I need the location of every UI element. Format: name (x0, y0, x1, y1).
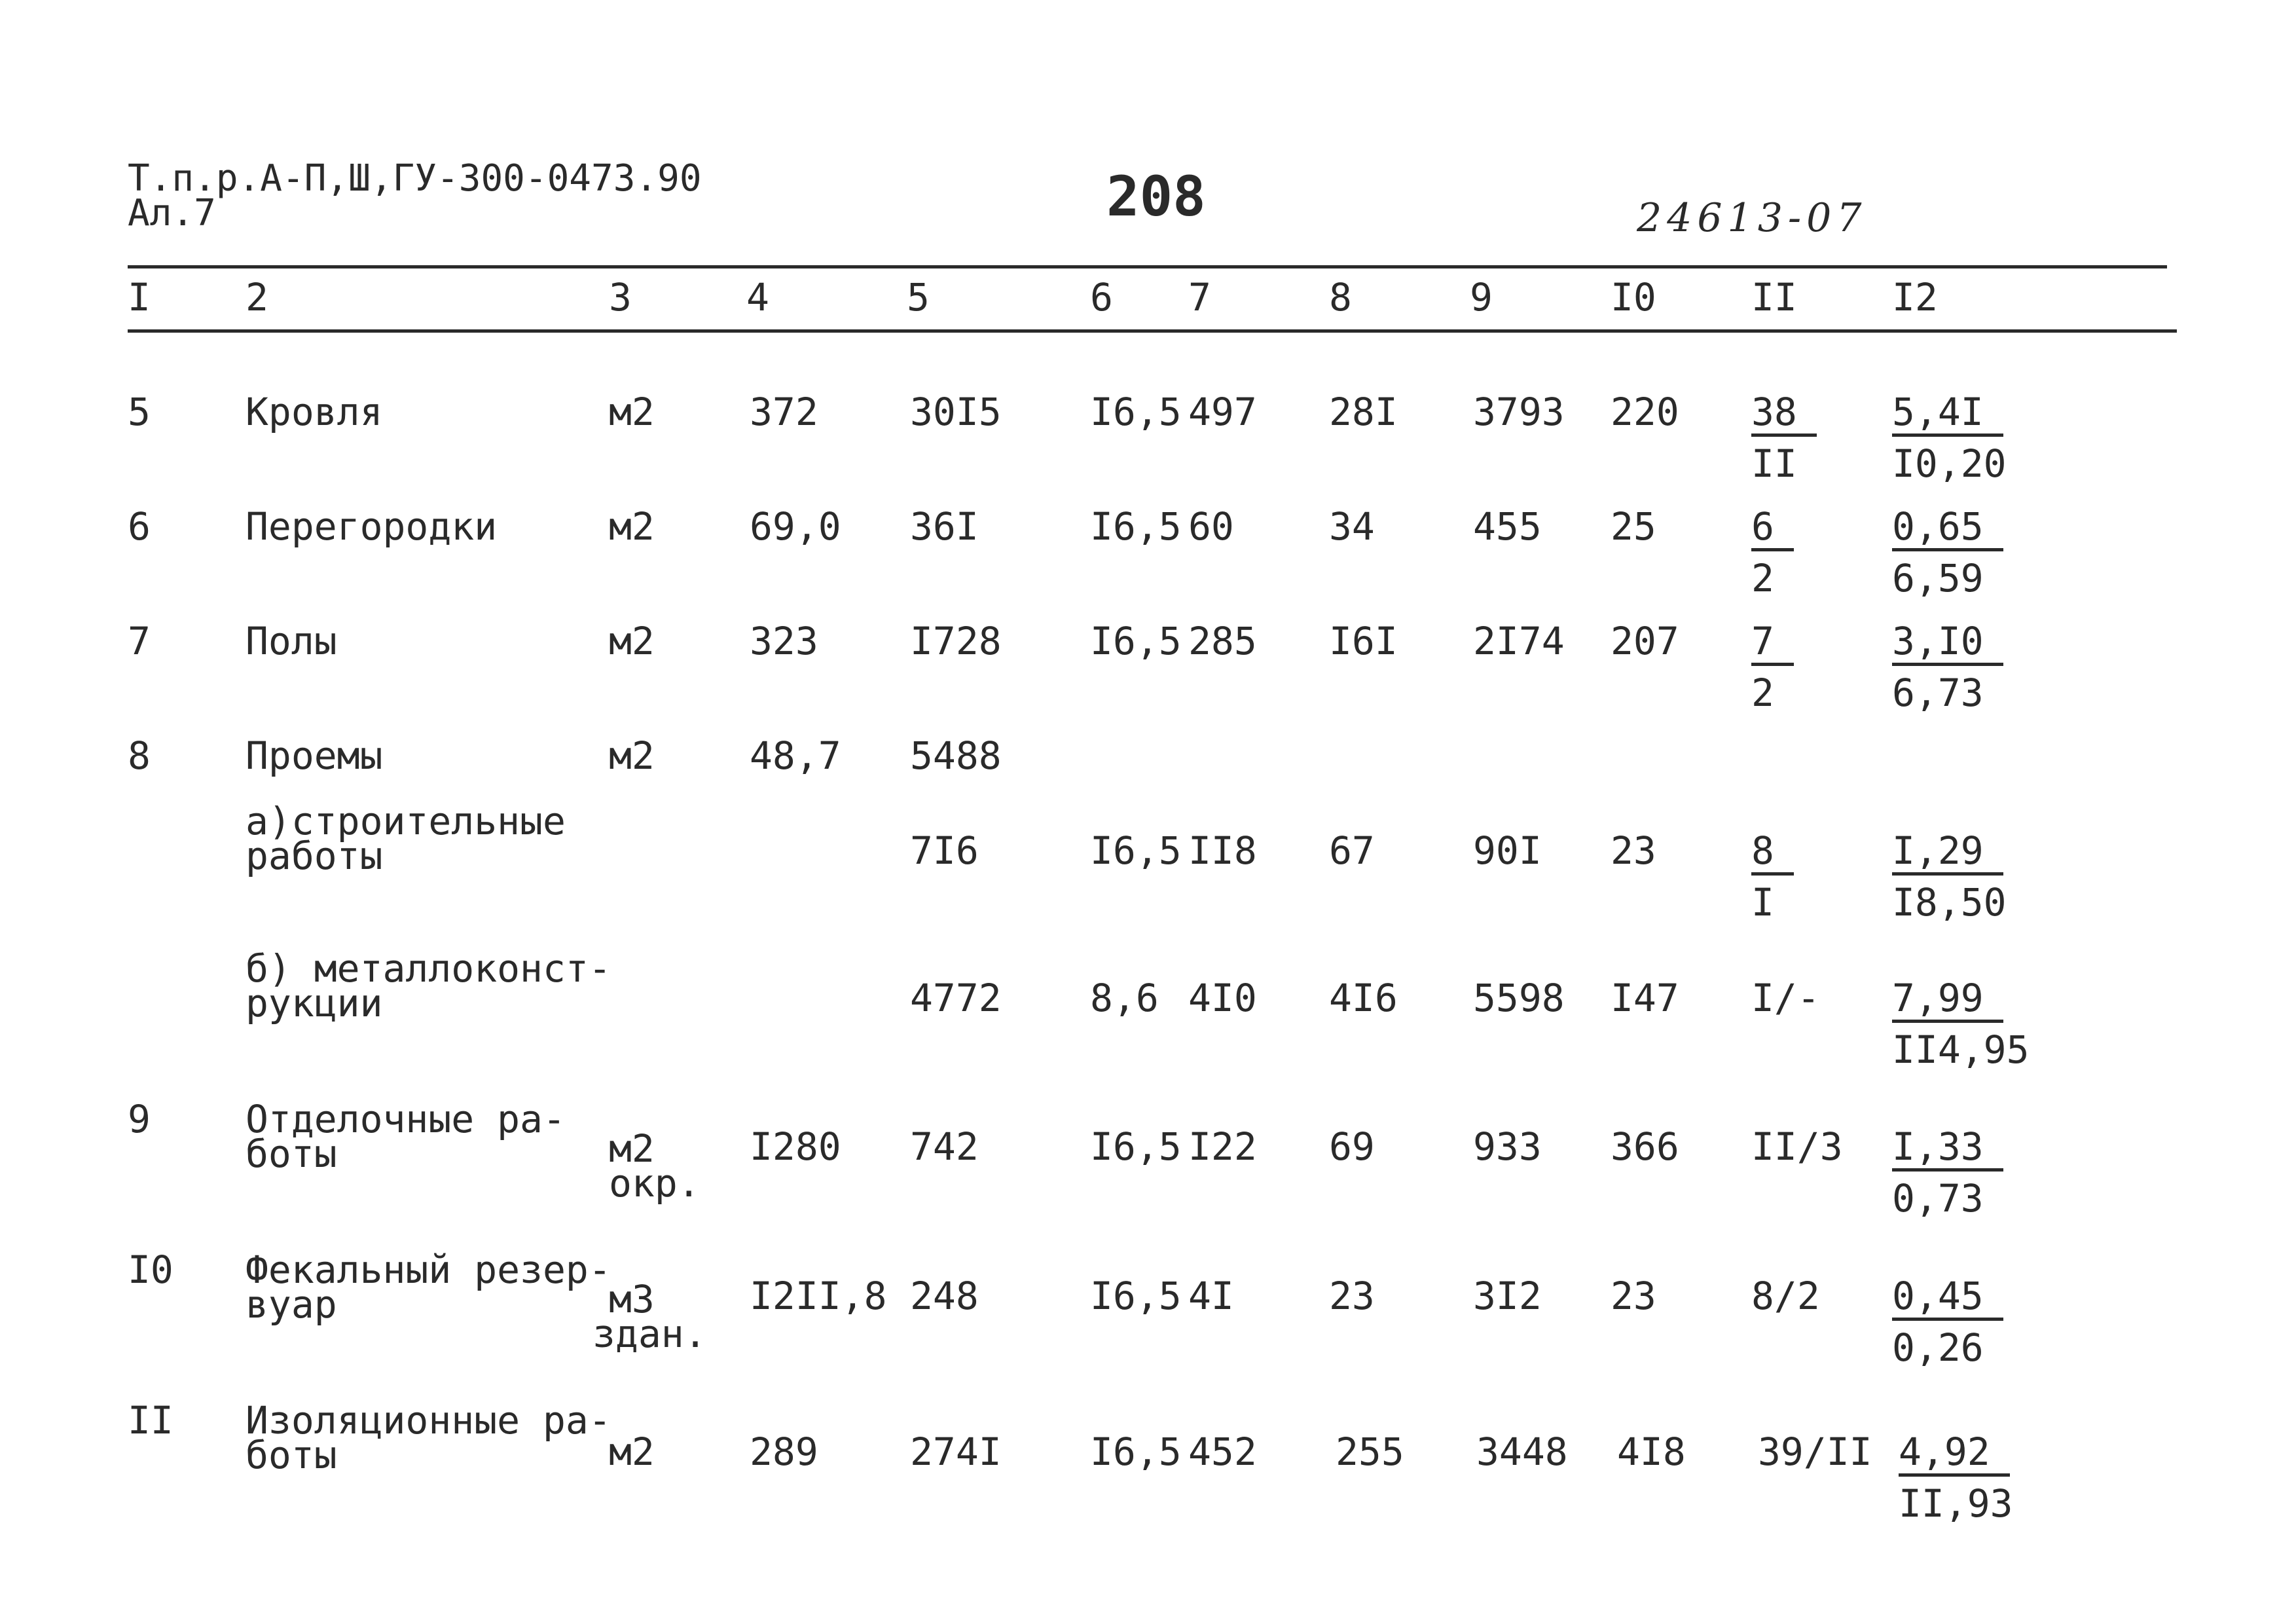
col11-fraction (1751, 390, 1817, 486)
col7-value: 285 (1188, 619, 1257, 663)
col7-value: 452 (1188, 1430, 1257, 1474)
row-number: 6 (128, 504, 151, 549)
work-name-line1: а)строительные (246, 799, 566, 843)
fraction-denominator: I0,20 (1892, 441, 2007, 486)
col10-value: 25 (1611, 504, 1656, 549)
col6-value: I6,5 (1090, 504, 1182, 549)
col6-value: I6,5 (1090, 619, 1182, 663)
col11-value: I/- (1751, 976, 1820, 1020)
work-name: Кровля (246, 390, 383, 434)
col11-fraction (1751, 504, 1794, 600)
unit: м2 (609, 1430, 655, 1474)
col6-value: I6,5 (1090, 1430, 1182, 1474)
quantity: 289 (750, 1430, 818, 1474)
work-name-line1: Отделочные ра- (246, 1097, 566, 1141)
unit-line2: здан. (592, 1312, 707, 1356)
col12-fraction (1892, 1274, 2003, 1370)
quantity: 48,7 (750, 733, 841, 778)
col7-value: 4I0 (1188, 976, 1257, 1020)
fraction-numerator: 38 (1751, 393, 1817, 437)
work-name: Перегородки (246, 504, 498, 549)
col5-value: 742 (910, 1124, 979, 1169)
work-name-line2: работы (246, 834, 383, 878)
col6-value: 8,6 (1090, 976, 1159, 1020)
col10-value: I47 (1611, 976, 1679, 1020)
quantity: 69,0 (750, 504, 841, 549)
col9-value: 933 (1473, 1124, 1542, 1169)
row-number: I0 (128, 1247, 173, 1292)
column-header: I (128, 275, 151, 320)
col8-value: I6I (1329, 619, 1398, 663)
col5-value: 36I (910, 504, 979, 549)
fraction-numerator: 7,99 (1892, 979, 2003, 1023)
fraction-denominator: 2 (1751, 556, 1774, 600)
album-reference: Ал.7 (128, 192, 216, 234)
col9-value: 455 (1473, 504, 1542, 549)
quantity: I2II,8 (750, 1274, 887, 1318)
work-name-line1: Изоляционные ра- (246, 1398, 611, 1443)
col12-fraction (1892, 390, 2007, 486)
column-header: I2 (1892, 275, 1938, 320)
col9-value: 3448 (1476, 1430, 1568, 1474)
fraction-denominator: 0,73 (1892, 1176, 1984, 1221)
col6-value: I6,5 (1090, 390, 1182, 434)
col11-fraction (1751, 619, 1794, 715)
col10-value: 23 (1611, 828, 1656, 873)
unit: м2 (609, 733, 655, 778)
col12-fraction (1899, 1430, 2013, 1526)
row-number: 9 (128, 1097, 151, 1141)
col12-fraction (1892, 619, 2003, 715)
col5-value: 248 (910, 1274, 979, 1318)
unit: м2 (609, 619, 655, 663)
col11-value: 8/2 (1751, 1274, 1820, 1318)
fraction-denominator: I (1751, 880, 1774, 925)
col6-value: I6,5 (1090, 1124, 1182, 1169)
col8-value: 69 (1329, 1124, 1375, 1169)
fraction-denominator: I8,50 (1892, 880, 2007, 925)
col5-value: 7I6 (910, 828, 979, 873)
col8-value: 67 (1329, 828, 1375, 873)
unit: м2 (609, 390, 655, 434)
col5-value: 30I5 (910, 390, 1002, 434)
unit-line2: окр. (609, 1161, 701, 1206)
fraction-denominator: 2 (1751, 671, 1774, 715)
column-header: 9 (1470, 275, 1493, 320)
col8-value: 4I6 (1329, 976, 1398, 1020)
table-top-rule (128, 265, 2167, 268)
col10-value: 220 (1611, 390, 1679, 434)
column-header: 4 (746, 275, 769, 320)
col9-value: 90I (1473, 828, 1542, 873)
col5-value: 4772 (910, 976, 1002, 1020)
col9-value: 5598 (1473, 976, 1565, 1020)
col9-value: 3793 (1473, 390, 1565, 434)
work-name-line1: Фекальный резер- (246, 1247, 611, 1292)
col7-value: 60 (1188, 504, 1234, 549)
col10-value: 23 (1611, 1274, 1656, 1318)
work-name-line1: б) металлоконст- (246, 946, 611, 991)
col10-value: 207 (1611, 619, 1679, 663)
fraction-numerator: 4,92 (1899, 1433, 2010, 1477)
column-header: 6 (1090, 275, 1113, 320)
work-name-line2: боты (246, 1433, 337, 1477)
work-name-line2: вуар (246, 1282, 337, 1327)
col8-value: 28I (1329, 390, 1398, 434)
col11-value: II/3 (1751, 1124, 1843, 1169)
fraction-numerator: 7 (1751, 622, 1794, 666)
fraction-numerator: I,33 (1892, 1128, 2003, 1172)
work-name: Проемы (246, 733, 383, 778)
page-number: 208 (1106, 164, 1206, 229)
fraction-numerator: 3,I0 (1892, 622, 2003, 666)
col9-value: 2I74 (1473, 619, 1565, 663)
col12-fraction (1892, 504, 2003, 600)
col12-fraction (1892, 976, 2030, 1072)
unit: м2 (609, 504, 655, 549)
row-number: 5 (128, 390, 151, 434)
fraction-denominator: II (1751, 441, 1797, 486)
fraction-numerator: 5,4I (1892, 393, 2003, 437)
table-header-rule (128, 329, 2177, 333)
work-name-line2: боты (246, 1132, 337, 1176)
quantity: 323 (750, 619, 818, 663)
col7-value: 497 (1188, 390, 1257, 434)
unit-line1: м2 (609, 1126, 655, 1171)
col7-value: II8 (1188, 828, 1257, 873)
fraction-denominator: 6,59 (1892, 556, 1984, 600)
row-number: II (128, 1398, 173, 1443)
col7-value: I22 (1188, 1124, 1257, 1169)
quantity: 372 (750, 390, 818, 434)
column-header: 3 (609, 275, 632, 320)
col8-value: 23 (1329, 1274, 1375, 1318)
fraction-denominator: II,93 (1899, 1481, 2013, 1526)
quantity: I280 (750, 1124, 841, 1169)
column-header: 7 (1188, 275, 1211, 320)
col5-value: I728 (910, 619, 1002, 663)
unit-line1: м3 (609, 1277, 655, 1321)
fraction-numerator: 0,65 (1892, 507, 2003, 551)
fraction-denominator: 6,73 (1892, 671, 1984, 715)
col7-value: 4I (1188, 1274, 1234, 1318)
col8-value: 255 (1336, 1430, 1404, 1474)
col6-value: I6,5 (1090, 1274, 1182, 1318)
col10-value: 366 (1611, 1124, 1679, 1169)
row-number: 8 (128, 733, 151, 778)
col8-value: 34 (1329, 504, 1375, 549)
work-name-line2: рукции (246, 981, 383, 1025)
column-header: II (1751, 275, 1797, 320)
column-header: I0 (1611, 275, 1656, 320)
col5-value: 5488 (910, 733, 1002, 778)
col11-value: 39/II (1758, 1430, 1872, 1474)
document-reference: Т.п.р.А-П,Ш,ГУ-300-0473.90 (128, 157, 702, 200)
col5-value: 274I (910, 1430, 1002, 1474)
row-number: 7 (128, 619, 151, 663)
col9-value: 3I2 (1473, 1274, 1542, 1318)
fraction-numerator: 6 (1751, 507, 1794, 551)
fraction-denominator: II4,95 (1892, 1027, 2030, 1072)
fraction-numerator: 0,45 (1892, 1277, 2003, 1321)
column-header: 8 (1329, 275, 1352, 320)
inventory-number: 24613-07 (1637, 195, 1867, 241)
col6-value: I6,5 (1090, 828, 1182, 873)
fraction-numerator: 8 (1751, 832, 1794, 876)
fraction-denominator: 0,26 (1892, 1325, 1984, 1370)
work-name: Полы (246, 619, 337, 663)
col12-fraction (1892, 828, 2007, 925)
column-header: 2 (246, 275, 268, 320)
col11-fraction (1751, 828, 1794, 925)
col10-value: 4I8 (1617, 1430, 1686, 1474)
column-header: 5 (907, 275, 930, 320)
fraction-numerator: I,29 (1892, 832, 2003, 876)
col12-fraction (1892, 1124, 2003, 1221)
